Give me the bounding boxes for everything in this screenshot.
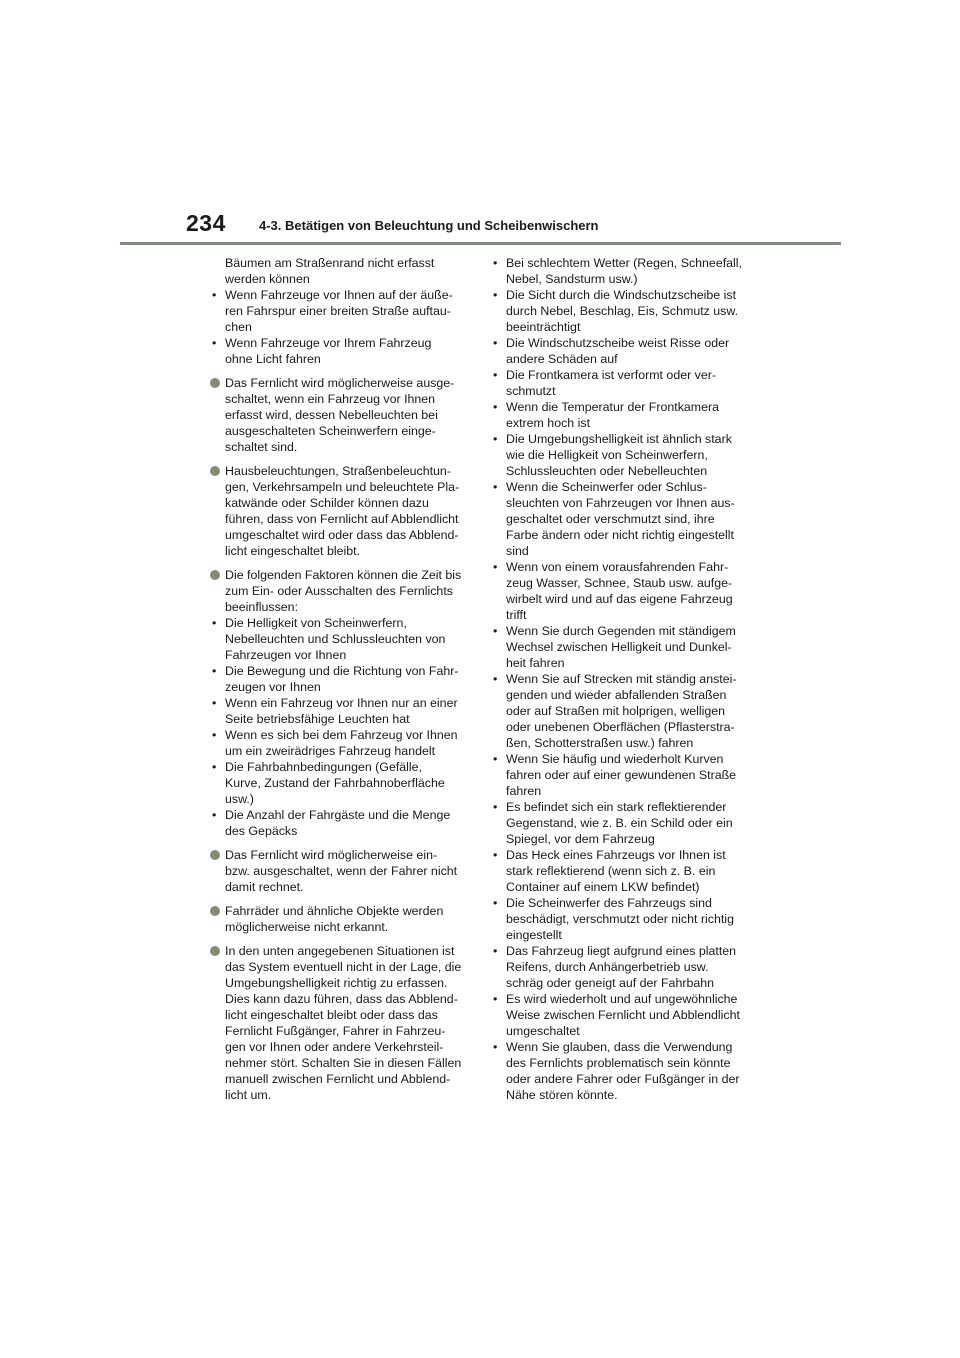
sub-bullet-dot: • bbox=[493, 432, 498, 446]
bullet-circle-icon bbox=[210, 906, 220, 916]
text-line: sleuchten von Fahrzeugen vor Ihnen aus- bbox=[506, 496, 735, 510]
bullet-circle-icon bbox=[210, 378, 220, 388]
text-line: ßen, Schotterstraßen usw.) fahren bbox=[506, 736, 694, 750]
sub-list-item bbox=[491, 943, 761, 991]
text-line: ausgeschalteten Scheinwerfern einge- bbox=[225, 424, 436, 438]
bullet-circle-icon bbox=[210, 946, 220, 956]
text-line: Farbe ändern oder nicht richtig eingestellt bbox=[506, 528, 734, 542]
sub-list-item bbox=[491, 895, 761, 943]
page-number: 234 bbox=[186, 210, 226, 236]
sub-bullet-dot: • bbox=[493, 848, 498, 862]
text-line: sind bbox=[506, 544, 529, 558]
text-line: gen, Verkehrsampeln und beleuchtete Pla- bbox=[225, 480, 460, 494]
text-line: des Gepäcks bbox=[225, 824, 298, 838]
text-line: stark reflektierend (wenn sich z. B. ein bbox=[506, 864, 716, 878]
text-line: geschaltet oder verschmutzt sind, ihre bbox=[506, 512, 715, 526]
bullet-item bbox=[210, 943, 470, 1103]
sub-bullet-dot: • bbox=[212, 728, 217, 742]
text-line: Wenn Fahrzeuge vor Ihnen auf der äuße- bbox=[225, 288, 453, 302]
bullet-circle-icon bbox=[210, 466, 220, 476]
text-line: extrem hoch ist bbox=[506, 416, 591, 430]
text-line: Dies kann dazu führen, dass das Abblend- bbox=[225, 992, 458, 1006]
text-line: umgeschaltet wird oder dass das Abblend- bbox=[225, 528, 459, 542]
text-line: trifft bbox=[506, 608, 527, 622]
text-line: Reifens, durch Anhängerbetrieb usw. bbox=[506, 960, 709, 974]
text-line: wirbelt wird und auf das eigene Fahrzeug bbox=[506, 592, 733, 606]
text-line: Nebelleuchten und Schlussleuchten von bbox=[225, 632, 446, 646]
sub-bullet-dot: • bbox=[493, 624, 498, 638]
sub-list-item bbox=[210, 287, 470, 335]
continuation-text bbox=[210, 255, 470, 287]
text-line: zum Ein- oder Ausschalten des Fernlichts bbox=[225, 584, 453, 598]
text-line: oder unebenen Oberflächen (Pflasterstra- bbox=[506, 720, 735, 734]
text-line: Bei schlechtem Wetter (Regen, Schneefall, bbox=[506, 256, 742, 270]
bullet-circle-icon bbox=[210, 570, 220, 580]
sub-bullet-dot: • bbox=[493, 256, 498, 270]
text-line: Schlussleuchten oder Nebelleuchten bbox=[506, 464, 708, 478]
sub-bullet-dot: • bbox=[493, 288, 498, 302]
sub-list-item bbox=[491, 367, 761, 399]
text-line: Es wird wiederholt und auf ungewöhnliche bbox=[506, 992, 738, 1006]
text-line: usw.) bbox=[225, 792, 254, 806]
text-line: Das Fahrzeug liegt aufgrund eines platten bbox=[506, 944, 737, 958]
sub-bullet-dot: • bbox=[212, 696, 217, 710]
bullet-item bbox=[210, 903, 470, 935]
text-line: chen bbox=[225, 320, 252, 334]
text-line: Wechsel zwischen Helligkeit und Dunkel- bbox=[506, 640, 732, 654]
text-line: licht eingeschaltet bleibt oder dass das bbox=[225, 1008, 438, 1022]
text-line: Fahrzeugen vor Ihnen bbox=[225, 648, 347, 662]
text-line: erfasst wird, dessen Nebelleuchten bei bbox=[225, 408, 438, 422]
sub-bullet-dot: • bbox=[493, 1040, 498, 1054]
sub-list-item bbox=[210, 663, 470, 695]
text-line: Wenn die Scheinwerfer oder Schlus- bbox=[506, 480, 707, 494]
text-line: Container auf einem LKW befindet) bbox=[506, 880, 700, 894]
text-line: ren Fahrspur einer breiten Straße auftau- bbox=[225, 304, 451, 318]
text-line: werden können bbox=[225, 272, 310, 286]
sub-list-item bbox=[491, 671, 761, 751]
sub-list-item bbox=[491, 751, 761, 799]
text-line: schaltet, wenn ein Fahrzeug vor Ihnen bbox=[225, 392, 436, 406]
text-line: fahren bbox=[506, 784, 542, 798]
text-line: Die folgenden Faktoren können die Zeit bis bbox=[225, 568, 462, 582]
bullet-text bbox=[225, 567, 470, 615]
sub-bullet-dot: • bbox=[493, 896, 498, 910]
sub-bullet-dot: • bbox=[212, 336, 217, 350]
text-line: Das Fernlicht wird möglicherweise ausge- bbox=[225, 376, 455, 390]
sub-list-item bbox=[491, 479, 761, 559]
text-line: um ein zweirädriges Fahrzeug handelt bbox=[225, 744, 436, 758]
text-line: Wenn Sie durch Gegenden mit ständigem bbox=[506, 624, 736, 638]
text-line: wie die Helligkeit von Scheinwerfern, bbox=[506, 448, 708, 462]
text-line: Wenn Fahrzeuge vor Ihrem Fahrzeug bbox=[225, 336, 432, 350]
text-line: Die Scheinwerfer des Fahrzeugs sind bbox=[506, 896, 712, 910]
sub-list-item bbox=[491, 799, 761, 847]
text-line: Spiegel, vor dem Fahrzeug bbox=[506, 832, 655, 846]
section-title: 4-3. Betätigen von Beleuchtung und Scheibenwischern bbox=[259, 218, 599, 233]
sub-bullet-dot: • bbox=[493, 672, 498, 686]
text-line: Wenn von einem vorausfahrenden Fahr- bbox=[506, 560, 729, 574]
text-line: heit fahren bbox=[506, 656, 565, 670]
text-line: Gegenstand, wie z. B. ein Schild oder ein bbox=[506, 816, 733, 830]
bullet-item bbox=[210, 463, 470, 559]
sub-bullet-dot: • bbox=[493, 992, 498, 1006]
bullet-item bbox=[210, 847, 470, 895]
sub-bullet-dot: • bbox=[493, 560, 498, 574]
text-line: Wenn die Temperatur der Frontkamera bbox=[506, 400, 720, 414]
text-line: licht eingeschaltet bleibt. bbox=[225, 544, 361, 558]
bullet-circle-icon bbox=[210, 850, 220, 860]
sub-bullet-dot: • bbox=[212, 664, 217, 678]
text-line: damit rechnet. bbox=[225, 880, 304, 894]
text-line: beschädigt, verschmutzt oder nicht richtig bbox=[506, 912, 734, 926]
text-line: Die Anzahl der Fahrgäste und die Menge bbox=[225, 808, 451, 822]
sub-list-item bbox=[210, 727, 470, 759]
text-line: Die Umgebungshelligkeit ist ähnlich stark bbox=[506, 432, 732, 446]
text-line: umgeschaltet bbox=[506, 1024, 580, 1038]
text-line: licht um. bbox=[225, 1088, 272, 1102]
text-line: Hausbeleuchtungen, Straßenbeleuchtun- bbox=[225, 464, 451, 478]
text-line: Die Frontkamera ist verformt oder ver- bbox=[506, 368, 717, 382]
text-line: Wenn Sie häufig und wiederholt Kurven bbox=[506, 752, 724, 766]
text-line: Weise zwischen Fernlicht und Abblendlicht bbox=[506, 1008, 740, 1022]
bullet-item bbox=[210, 567, 470, 615]
text-line: Das Heck eines Fahrzeugs vor Ihnen ist bbox=[506, 848, 726, 862]
text-line: Wenn ein Fahrzeug vor Ihnen nur an einer bbox=[225, 696, 458, 710]
text-line: Die Bewegung und die Richtung von Fahr- bbox=[225, 664, 459, 678]
text-line: führen, dass von Fernlicht auf Abblendlicht bbox=[225, 512, 459, 526]
text-line: andere Schäden auf bbox=[506, 352, 618, 366]
text-line: beeinträchtigt bbox=[506, 320, 581, 334]
left-column bbox=[210, 255, 470, 1103]
sub-bullet-dot: • bbox=[212, 760, 217, 774]
text-line: schmutzt bbox=[506, 384, 556, 398]
text-line: schräg oder geneigt auf der Fahrbahn bbox=[506, 976, 715, 990]
sub-bullet-dot: • bbox=[493, 944, 498, 958]
sub-bullet-dot: • bbox=[212, 288, 217, 302]
text-line: nehmer stört. Schalten Sie in diesen Fällen bbox=[225, 1056, 462, 1070]
right-column bbox=[491, 255, 761, 1103]
sub-bullet-dot: • bbox=[493, 368, 498, 382]
header-divider bbox=[120, 242, 841, 245]
text-line: manuell zwischen Fernlicht und Abblend- bbox=[225, 1072, 451, 1086]
sub-bullet-dot: • bbox=[493, 400, 498, 414]
text-line: In den unten angegebenen Situationen ist bbox=[225, 944, 455, 958]
text-line: eingestellt bbox=[506, 928, 562, 942]
text-line: Kurve, Zustand der Fahrbahnoberfläche bbox=[225, 776, 445, 790]
sub-bullet-dot: • bbox=[493, 480, 498, 494]
bullet-text bbox=[225, 847, 470, 895]
sub-bullet-dot: • bbox=[493, 336, 498, 350]
text-line: Nebel, Sandsturm usw.) bbox=[506, 272, 638, 286]
text-line: Wenn Sie glauben, dass die Verwendung bbox=[506, 1040, 733, 1054]
bullet-text bbox=[225, 903, 470, 935]
text-line: Die Windschutzscheibe weist Risse oder bbox=[506, 336, 730, 350]
text-line: Die Fahrbahnbedingungen (Gefälle, bbox=[225, 760, 423, 774]
bullet-text bbox=[225, 943, 470, 1103]
text-line: gen vor Ihnen oder andere Verkehrsteil- bbox=[225, 1040, 444, 1054]
text-line: Seite betriebsfähige Leuchten hat bbox=[225, 712, 410, 726]
sub-list-item bbox=[210, 759, 470, 807]
text-line: Die Helligkeit von Scheinwerfern, bbox=[225, 616, 407, 630]
text-line: Nähe stören könnte. bbox=[506, 1088, 618, 1102]
text-line: Wenn Sie auf Strecken mit ständig anstei- bbox=[506, 672, 737, 686]
sub-list-item bbox=[491, 1039, 761, 1103]
text-line: Fahrräder und ähnliche Objekte werden bbox=[225, 904, 444, 918]
sub-list-item bbox=[210, 615, 470, 663]
text-line: katwände oder Schilder können dazu bbox=[225, 496, 429, 510]
text-line: fahren oder auf einer gewundenen Straße bbox=[506, 768, 737, 782]
sub-bullet-dot: • bbox=[212, 808, 217, 822]
sub-list-item bbox=[491, 287, 761, 335]
text-line: genden und wieder abfallenden Straßen bbox=[506, 688, 727, 702]
sub-bullet-dot: • bbox=[493, 752, 498, 766]
text-line: Es befindet sich ein stark reflektierender bbox=[506, 800, 727, 814]
sub-list-item bbox=[491, 431, 761, 479]
sub-list-item bbox=[491, 255, 761, 287]
sub-list-item bbox=[210, 335, 470, 367]
text-line: möglicherweise nicht erkannt. bbox=[225, 920, 389, 934]
bullet-text bbox=[225, 375, 470, 455]
sub-list-item bbox=[491, 399, 761, 431]
bullet-item bbox=[210, 375, 470, 455]
text-line: Das Fernlicht wird möglicherweise ein- bbox=[225, 848, 438, 862]
text-line: Umgebungshelligkeit richtig zu erfassen. bbox=[225, 976, 448, 990]
sub-bullet-dot: • bbox=[493, 800, 498, 814]
text-line: ohne Licht fahren bbox=[225, 352, 321, 366]
text-line: durch Nebel, Beschlag, Eis, Schmutz usw. bbox=[506, 304, 739, 318]
sub-list-item bbox=[491, 847, 761, 895]
sub-list-item bbox=[210, 807, 470, 839]
sub-list-item bbox=[491, 991, 761, 1039]
text-line: Bäumen am Straßenrand nicht erfasst bbox=[225, 256, 435, 270]
sub-list-item bbox=[491, 623, 761, 671]
sub-list-item bbox=[491, 335, 761, 367]
text-line: zeug Wasser, Schnee, Staub usw. aufge- bbox=[506, 576, 733, 590]
text-line: Fernlicht Fußgänger, Fahrer in Fahrzeu- bbox=[225, 1024, 446, 1038]
sub-list-item bbox=[491, 559, 761, 623]
text-line: oder andere Fahrer oder Fußgänger in der bbox=[506, 1072, 740, 1086]
bullet-text bbox=[225, 463, 470, 559]
text-line: schaltet sind. bbox=[225, 440, 298, 454]
text-line: zeugen vor Ihnen bbox=[225, 680, 321, 694]
sub-list-item bbox=[210, 695, 470, 727]
text-line: des Fernlichts problematisch sein könnte bbox=[506, 1056, 731, 1070]
text-line: oder auf Straßen mit holprigen, welligen bbox=[506, 704, 726, 718]
text-line: Wenn es sich bei dem Fahrzeug vor Ihnen bbox=[225, 728, 458, 742]
text-line: beeinflussen: bbox=[225, 600, 299, 614]
sub-bullet-dot: • bbox=[212, 616, 217, 630]
text-line: Die Sicht durch die Windschutzscheibe ist bbox=[506, 288, 737, 302]
text-line: bzw. ausgeschaltet, wenn der Fahrer nicht bbox=[225, 864, 458, 878]
text-line: das System eventuell nicht in der Lage, die bbox=[225, 960, 462, 974]
